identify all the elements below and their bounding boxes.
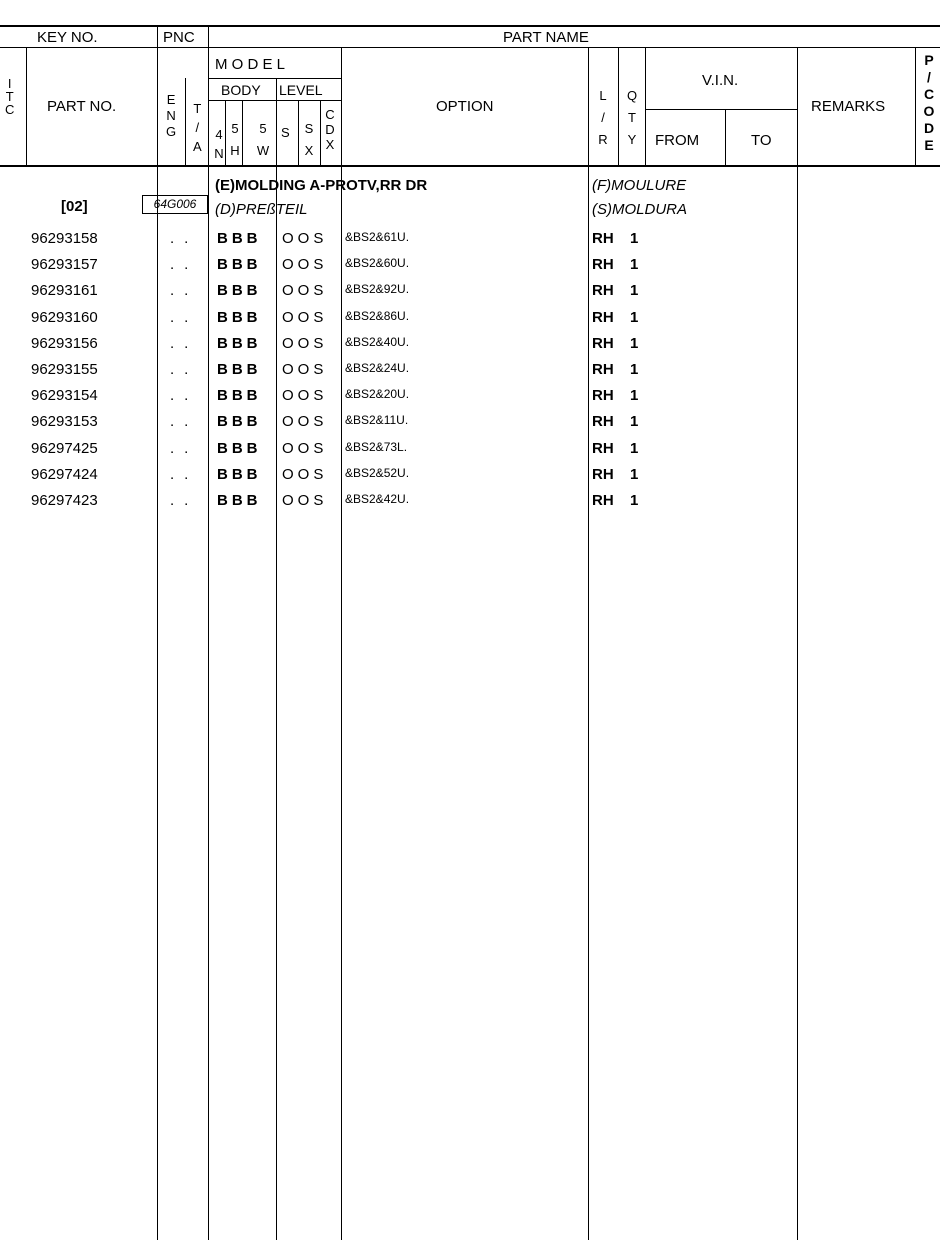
level-sx-letter: S (304, 121, 314, 136)
table-row (0, 388, 940, 414)
eng-letter: N (166, 108, 176, 123)
part-name-german: (D)PREßTEIL (215, 201, 308, 218)
body-col-label: 5 (259, 121, 267, 136)
part-number: 96293153 (31, 413, 98, 431)
table-row (0, 283, 940, 309)
eng-ta-marks: .. (170, 308, 199, 326)
eng-letter: G (166, 124, 177, 139)
body-marks: BBB (217, 256, 262, 274)
body-col-5h (229, 118, 241, 162)
level-cdx-letter: C (325, 107, 335, 122)
body-marks: BBB (217, 465, 262, 483)
part-number: 96297425 (31, 439, 98, 457)
level-marks: OOS (282, 361, 328, 378)
itc-header (5, 77, 14, 116)
qty-value: 1 (630, 413, 639, 431)
col-line-qty (618, 47, 619, 167)
level-marks: OOS (282, 387, 328, 405)
body-col-label: 5 (231, 121, 239, 136)
qty-value: 1 (630, 256, 639, 274)
pcode-letter: / (927, 69, 931, 85)
model-header: M O D E L (215, 56, 286, 73)
option-code: &BS2&40U. (345, 334, 410, 349)
vin-from-header: FROM (655, 132, 700, 149)
lr-letter: L (599, 88, 607, 103)
eng-ta-marks: .. (170, 465, 199, 483)
itc-letter: T (5, 89, 14, 104)
lr-value: RH (592, 256, 614, 274)
lr-value: RH (592, 282, 614, 300)
part-number: 96293156 (31, 334, 98, 352)
lr-value: RH (592, 387, 614, 405)
level-marks: OOS (282, 492, 328, 509)
qty-value: 1 (630, 492, 639, 509)
option-header: OPTION (436, 98, 494, 115)
header-bottom-rule (0, 165, 940, 167)
eng-ta-marks: .. (170, 230, 199, 247)
qty-value: 1 (630, 230, 639, 247)
part-name-header: PART NAME (503, 29, 589, 46)
body-col-4n (213, 125, 225, 163)
col-line-body-1 (225, 100, 226, 167)
lr-value: RH (592, 308, 614, 326)
group-key: [02] (61, 198, 88, 215)
level-marks: OOS (282, 256, 328, 274)
lr-value: RH (592, 334, 614, 352)
level-marks: OOS (282, 439, 328, 457)
itc-letter: I (7, 76, 12, 91)
qty-value: 1 (630, 387, 639, 405)
option-code: &BS2&92U. (345, 282, 410, 297)
option-code: &BS2&11U. (345, 413, 409, 428)
qty-letter: T (628, 110, 636, 125)
col-line-level-1 (298, 100, 299, 167)
qty-value: 1 (630, 282, 639, 300)
table-row (0, 310, 940, 336)
lr-letter: / (601, 110, 605, 125)
qty-value: 1 (630, 361, 639, 378)
vin-rule (645, 109, 798, 110)
body-col-label: N (214, 146, 224, 161)
pcode-letter: C (923, 86, 935, 102)
body-header: BODY (221, 82, 261, 98)
ta-letter: T (193, 101, 202, 116)
vin-header: V.I.N. (702, 72, 739, 89)
level-marks: OOS (282, 308, 328, 326)
lr-value: RH (592, 439, 614, 457)
option-code: &BS2&20U. (345, 387, 410, 402)
part-number: 96297424 (31, 465, 98, 483)
pnc-header: PNC (163, 29, 195, 46)
body-marks: BBB (217, 361, 262, 378)
col-line-lr (588, 47, 589, 1240)
part-number: 96293160 (31, 308, 98, 326)
col-line-eng (185, 78, 186, 167)
option-code: &BS2&86U. (345, 308, 410, 323)
col-line-pcode (915, 47, 916, 167)
itc-letter: C (5, 102, 15, 117)
table-row (0, 493, 940, 519)
qty-value: 1 (630, 334, 639, 352)
ta-letter: / (195, 120, 200, 135)
part-no-header: PART NO. (47, 98, 117, 115)
pcode-header (922, 52, 936, 154)
option-code: &BS2&61U. (345, 230, 410, 244)
pnc-code-box: 64G006 (142, 195, 208, 214)
lr-value: RH (592, 361, 614, 378)
pcode-letter: E (924, 137, 934, 153)
col-line-level-2 (320, 100, 321, 167)
part-number: 96293157 (31, 256, 98, 274)
col-line-vin (645, 47, 646, 167)
eng-ta-marks: .. (170, 439, 199, 457)
level-marks: OOS (282, 465, 328, 483)
option-code: &BS2&42U. (345, 492, 410, 506)
key-no-header: KEY NO. (37, 29, 98, 46)
body-marks: BBB (217, 334, 262, 352)
part-number: 96293154 (31, 387, 98, 405)
qty-letter: Q (626, 88, 638, 103)
col-line-from-to (725, 109, 726, 167)
level-marks: OOS (282, 282, 328, 300)
level-marks: OOS (282, 413, 328, 431)
table-row (0, 467, 940, 493)
body-marks: BBB (217, 439, 262, 457)
col-line-itc (26, 47, 27, 167)
body-marks: BBB (217, 308, 262, 326)
table-row (0, 414, 940, 440)
level-cdx-header (324, 107, 336, 152)
option-code: &BS2&60U. (345, 256, 410, 271)
table-row (0, 362, 940, 388)
eng-ta-marks: .. (170, 334, 199, 352)
body-col-5w (255, 118, 271, 162)
top-border (0, 25, 940, 27)
level-sx-header (303, 118, 315, 162)
col-line-remarks (797, 47, 798, 1240)
level-sx-letter: X (304, 143, 314, 158)
pcode-letter: P (924, 52, 934, 68)
eng-ta-marks: .. (170, 361, 199, 378)
pcode-letter: O (923, 103, 935, 119)
body-col-label: W (256, 143, 270, 158)
eng-ta-marks: .. (170, 256, 199, 274)
lr-value: RH (592, 492, 614, 509)
header-rule-1 (0, 47, 940, 48)
qty-value: 1 (630, 439, 639, 457)
option-code: &BS2&24U. (345, 361, 410, 375)
body-col-label: H (230, 143, 240, 158)
ta-header (193, 99, 202, 156)
table-row (0, 336, 940, 362)
body-marks: BBB (217, 387, 262, 405)
option-code: &BS2&73L. (345, 439, 408, 454)
option-code: &BS2&52U. (345, 465, 410, 480)
eng-ta-marks: .. (170, 413, 199, 431)
part-number: 96293155 (31, 361, 98, 378)
level-cdx-letter: X (325, 137, 335, 152)
col-line-body-2 (242, 100, 243, 167)
vin-to-header: TO (751, 132, 772, 149)
eng-ta-marks: .. (170, 387, 199, 405)
qty-letter: Y (627, 132, 637, 147)
part-number: 96297423 (31, 492, 98, 509)
eng-ta-marks: .. (170, 282, 199, 300)
qty-value: 1 (630, 465, 639, 483)
eng-header (166, 92, 176, 140)
body-marks: BBB (217, 413, 262, 431)
lr-value: RH (592, 230, 614, 247)
part-number: 96293158 (31, 230, 98, 247)
table-row (0, 257, 940, 283)
col-line-ta (208, 25, 209, 1240)
body-col-label: 4 (215, 127, 223, 142)
col-line-option (341, 47, 342, 1240)
part-name-english: (E)MOLDING A-PROTV,RR DR (215, 177, 428, 194)
remarks-header: REMARKS (811, 98, 886, 115)
body-marks: BBB (217, 492, 262, 509)
level-marks: OOS (282, 334, 328, 352)
level-marks: OOS (282, 230, 328, 247)
ta-letter: A (193, 139, 202, 154)
qty-header (626, 85, 638, 151)
table-row (0, 441, 940, 467)
level-s-header: S (281, 125, 290, 140)
eng-ta-marks: .. (170, 492, 199, 509)
level-header: LEVEL (279, 82, 323, 98)
lr-value: RH (592, 413, 614, 431)
eng-letter: E (166, 92, 176, 107)
pcode-letter: D (923, 120, 935, 136)
part-name-french: (F)MOULURE (592, 177, 687, 194)
table-row (0, 231, 940, 257)
part-number: 96293161 (31, 282, 98, 300)
body-marks: BBB (217, 230, 262, 247)
lr-letter: R (598, 132, 608, 147)
body-marks: BBB (217, 282, 262, 300)
part-name-spanish: (S)MOLDURA (592, 201, 688, 218)
level-cdx-letter: D (325, 122, 335, 137)
lr-header (597, 85, 609, 151)
lr-value: RH (592, 465, 614, 483)
qty-value: 1 (630, 308, 639, 326)
